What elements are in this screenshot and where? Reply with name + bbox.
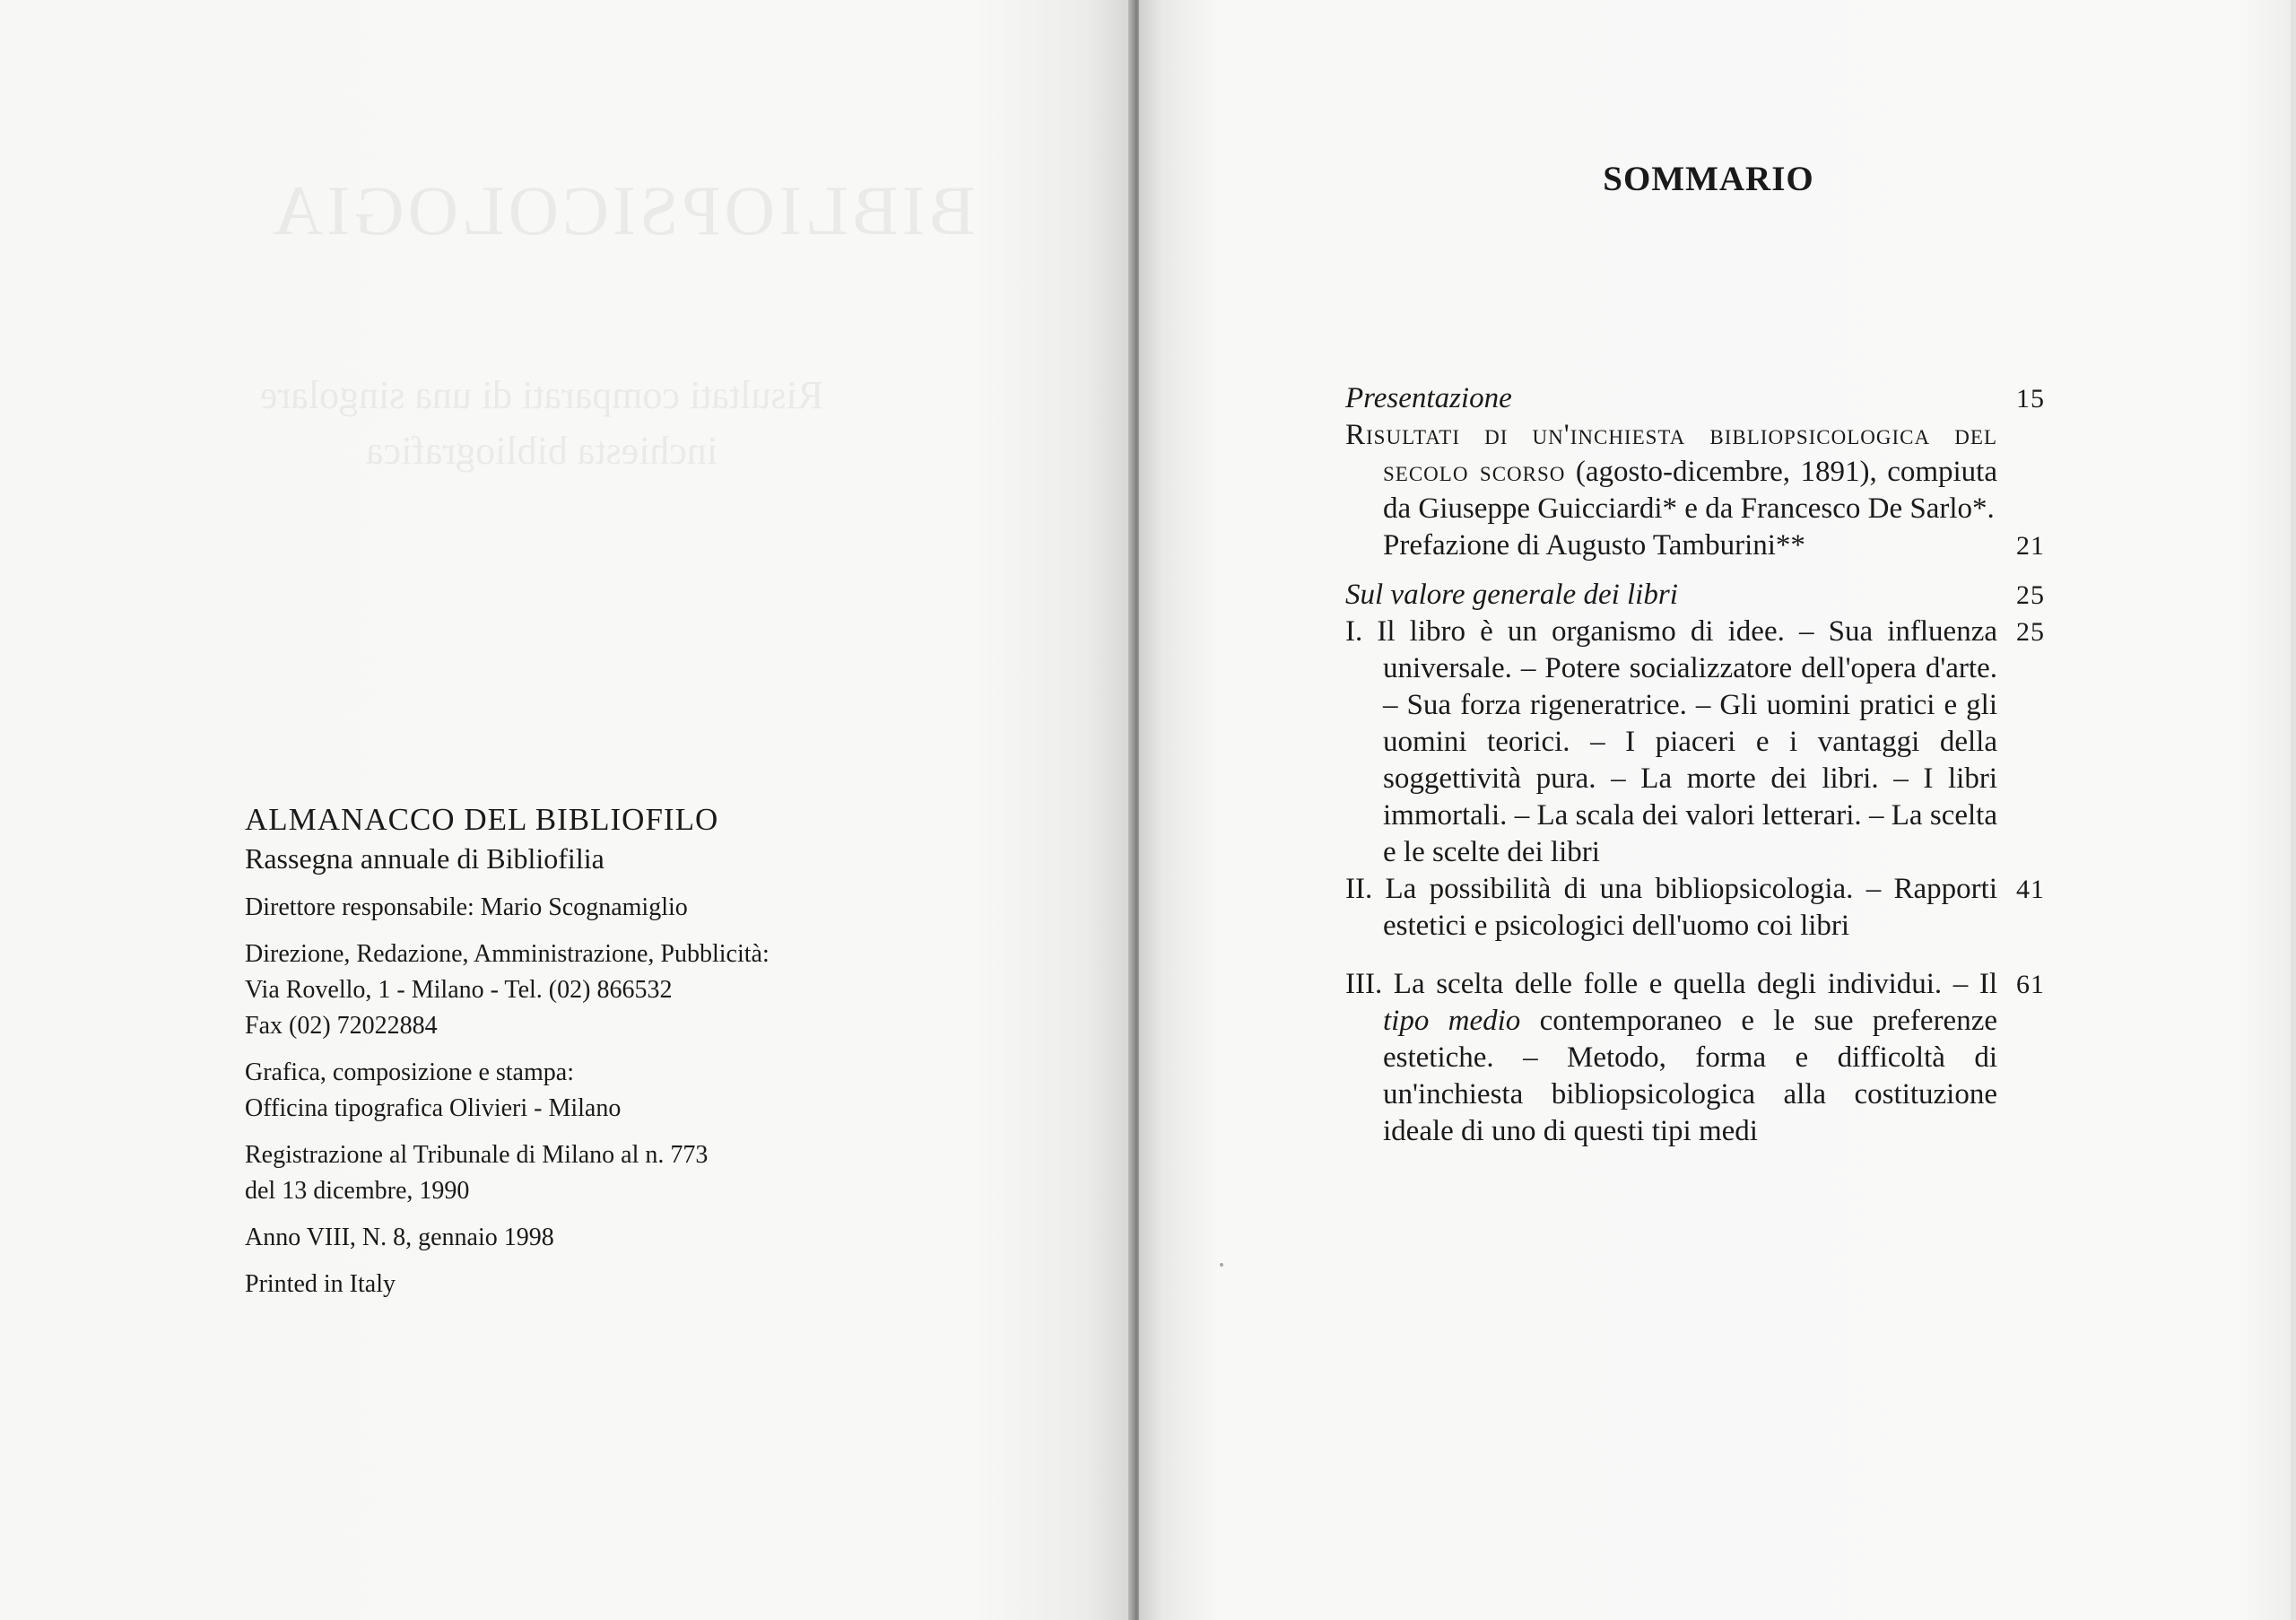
paper-speck — [1220, 1263, 1223, 1267]
toc-page-number: 41 — [2016, 875, 2045, 904]
left-page — [0, 0, 1132, 1620]
toc-entry-text: II. La possibilità di una bibliopsicologia. – Rapporti estetici e psicologici dell'uomo coi libri — [1345, 873, 1997, 942]
publication-subtitle: Rassegna annuale di Bibliofilia — [245, 842, 604, 875]
toc-entry-text: Risultati di un'inchiesta bibliopsicologica del secolo scorso (agosto-dicembre, 1891), compiuta da Giuseppe Guicciardi* e da Francesco De Sarlo*. — [1345, 419, 1997, 525]
registration-line: Registrazione al Tribunale di Milano al n. 773 — [245, 1141, 709, 1169]
director-block — [245, 890, 1016, 926]
director-line: Direttore responsabile: Mario Scognamiglio — [245, 893, 688, 921]
printer-block — [245, 1055, 1016, 1127]
toc-entry-chapter-2 — [1345, 871, 2045, 945]
toc-title: SOMMARIO — [1603, 160, 1814, 198]
toc-entry-chapter-3 — [1345, 966, 2045, 1150]
toc-entry-text: Presentazione — [1345, 382, 1512, 414]
registration-date-line: del 13 dicembre, 1990 — [245, 1177, 470, 1205]
toc-page-number: 15 — [2016, 384, 2045, 414]
toc-entry-text: Prefazione di Augusto Tamburini** — [1383, 529, 1805, 562]
address-block — [245, 936, 1016, 1044]
colophon — [245, 800, 1016, 1313]
toc-entry-text: III. La scelta delle folle e quella degli individui. – Il tipo medio contemporaneo e le sue preferenze estetiche. – Metodo, forma e difficoltà di un'inchiesta bibliopsicologica alla costituzione ideale di uno di questi tipi medi — [1345, 968, 1997, 1147]
toc-entry-text: Sul valore generale dei libri — [1345, 579, 1678, 611]
address-line: Via Rovello, 1 - Milano - Tel. (02) 866532 — [245, 976, 673, 1004]
page-edge — [2291, 0, 2296, 1620]
printed-in-line: Printed in Italy — [245, 1270, 396, 1298]
issue-line: Anno VIII, N. 8, gennaio 1998 — [245, 1224, 554, 1251]
toc-entry-text: I. Il libro è un organismo di idee. – Sua influenza universale. – Potere socializzatore dell'opera d'arte. – Sua forza rigeneratrice. – Gli uomini pratici e gli uomini teorici. – I piaceri e i vantaggi della soggettività pura. – La morte dei libri. – I libri immortali. – La scala dei valori letterari. – La scelta e le scelte dei libri — [1345, 615, 1997, 868]
toc-entry-risultati — [1345, 417, 2045, 527]
toc-entry-presentazione — [1345, 380, 2045, 417]
toc-list — [1345, 380, 2045, 1150]
registration-block — [245, 1137, 1016, 1209]
toc-entry-sul-valore — [1345, 577, 2045, 614]
bleed-through-title: BIBLIOPSICOLOGIA — [269, 171, 976, 249]
toc-page-number: 21 — [2016, 531, 2045, 561]
toc-page-number: 61 — [2016, 970, 2045, 999]
direction-line: Direzione, Redazione, Amministrazione, Pubblicità: — [245, 940, 770, 968]
toc-page-number: 25 — [2016, 617, 2045, 647]
fax-line: Fax (02) 72022884 — [245, 1012, 438, 1040]
toc-entry-prefazione — [1345, 527, 2045, 564]
toc-entry-chapter-1 — [1345, 614, 2045, 871]
issue-block — [245, 1220, 1016, 1256]
bleed-through-subtitle: Risultati comparati di una singolare inchiesta bibliografica — [260, 373, 824, 473]
graphics-line: Grafica, composizione e stampa: — [245, 1058, 574, 1086]
toc-page-number: 25 — [2016, 580, 2045, 610]
publication-title: ALMANACCO DEL BIBLIOFILO — [245, 802, 719, 837]
printer-line: Officina tipografica Olivieri - Milano — [245, 1094, 622, 1122]
table-of-contents — [1345, 154, 2045, 1150]
printed-block — [245, 1267, 1016, 1302]
